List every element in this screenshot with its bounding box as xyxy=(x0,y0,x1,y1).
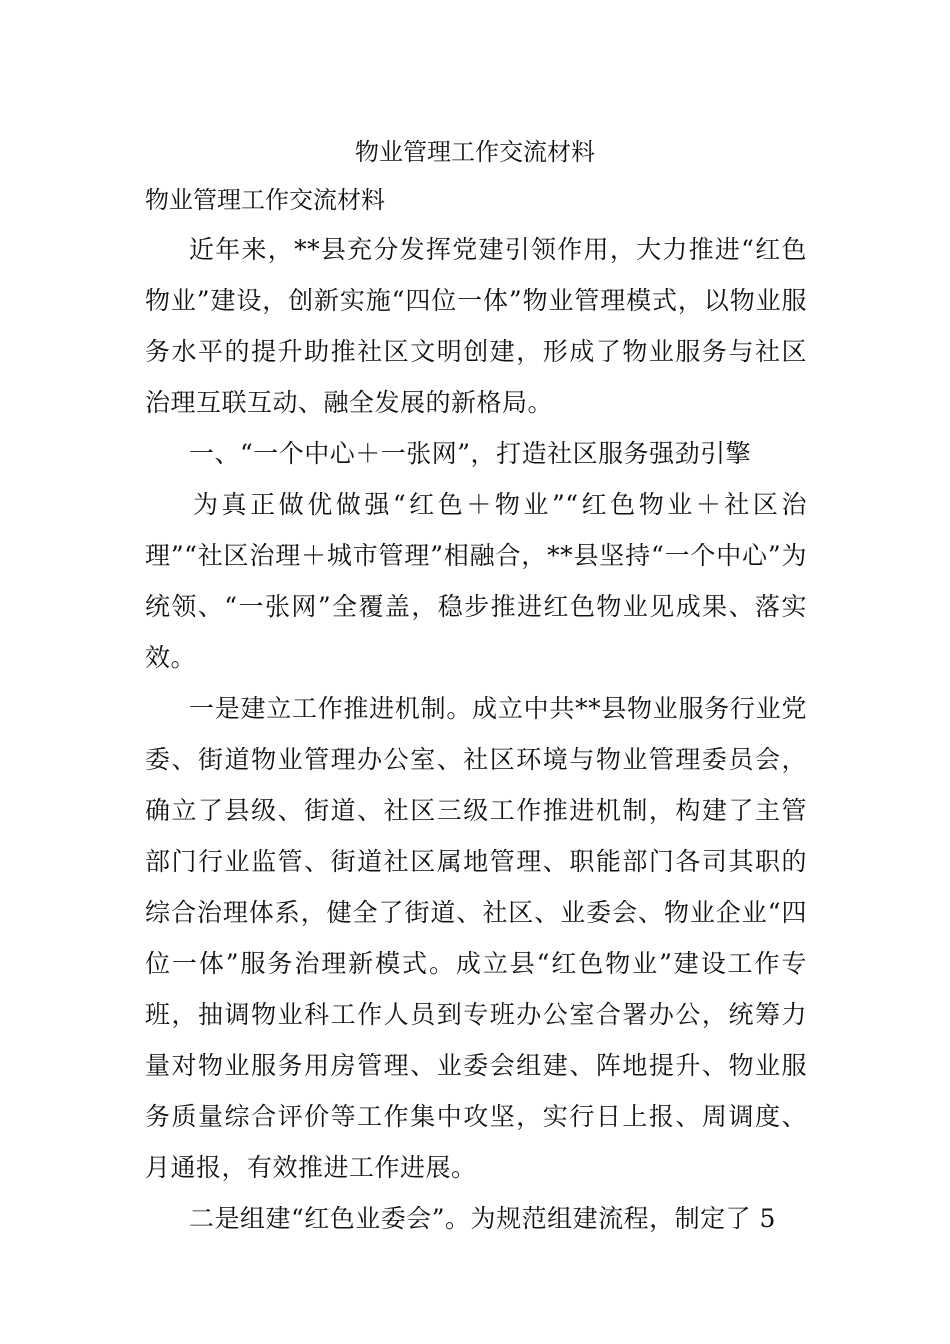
document-subtitle: 物业管理工作交流材料 xyxy=(145,186,385,214)
paragraph-red-committee: 二是组建“红色业委会”。为规范组建流程，制定了 5 xyxy=(189,1204,776,1233)
paragraph-intro: 近年来，**县充分发挥党建引领作用，大力推进“红色物业”建设，创新实施“四位一体”物业管理模式，以物业服务水平的提升助推社区文明创建，形成了物业服务与社区治理互联互动、融全发展的新格局。 xyxy=(145,235,807,417)
document-title: 物业管理工作交流材料 xyxy=(355,138,595,166)
document-body xyxy=(145,224,807,1244)
paragraph-mechanism: 一是建立工作推进机制。成立中共**县物业服务行业党委、街道物业管理办公室、社区环境与物业管理委员会，确立了县级、街道、社区三级工作推进机制，构建了主管部门行业监管、街道社区属地管理、职能部门各司其职的综合治理体系，健全了街道、社区、业委会、物业企业“四位一体”服务治理新模式。成立县“红色物业”建设工作专班，抽调物业科工作人员到专班办公室合署办公，统筹力量对物业服务用房管理、业委会组建、阵地提升、物业服务质量综合评价等工作集中攻坚，实行日上报、周调度、月通报，有效推进工作进展。 xyxy=(145,694,807,1182)
paragraph-section-1-intro: 为真正做优做强“红色＋物业”“红色物业＋社区治理”“社区治理＋城市管理”相融合，**县坚持“一个中心”为统领、“一张网”全覆盖，稳步推进红色物业见成果、落实效。 xyxy=(145,490,807,672)
section-heading-1: 一、“一个中心＋一张网”，打造社区服务强劲引擎 xyxy=(189,439,752,468)
